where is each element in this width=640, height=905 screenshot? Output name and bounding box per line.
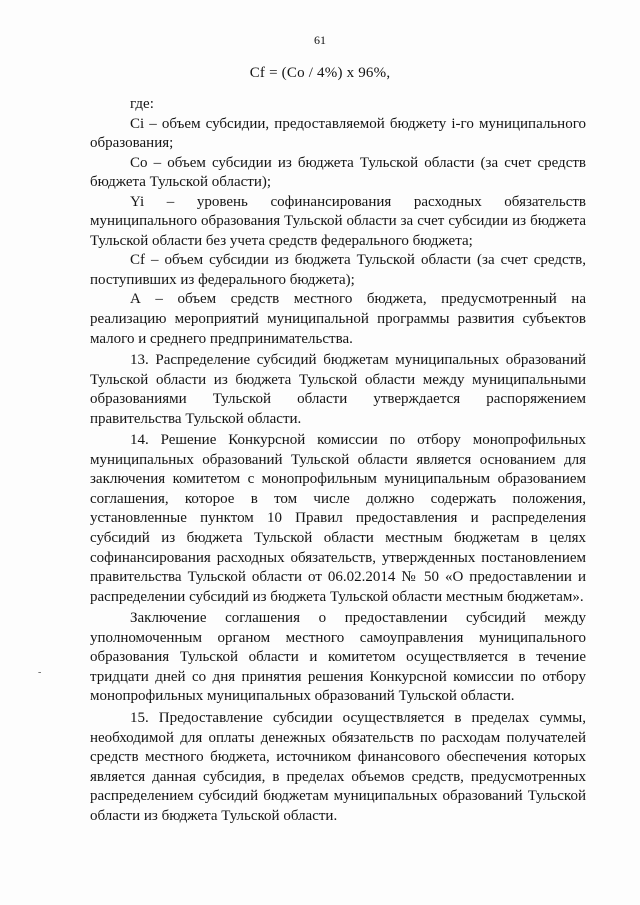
paragraph-14: 14. Решение Конкурсной комиссии по отбору монопрофильных муниципальных образований Тульской области является основанием для заключения комитетом с монопрофильным муниципальным образованием соглашения, которое в том числе должно содержать положения, установленные пунктом 10 Правил предоставления и распределения субсидий из бюджета Тульской области местным бюджетам в целях софинансирования расходных обязательств, утвержденных постановлением правительства Тульской области от 06.02.2014 № 50 «О предоставлении и распределении субсидий из бюджета Тульской области местным бюджетам». — [90, 432, 586, 605]
paragraph-agreement: Заключение соглашения о предоставлении субсидий между уполномоченным органом местного самоуправления муниципального образования Тульской области и комитетом осуществляется в течение тридцати дней со дня принятия решения Конкурсной комиссии по отбору монопрофильных муниципальных образований Тульской области. — [90, 610, 586, 705]
page-number: 61 — [314, 33, 326, 47]
definition-co: Co – объем субсидии из бюджета Тульской области (за счет средств бюджета Тульской области); — [90, 154, 586, 191]
definition-yi: Yi – уровень софинансирования расходных обязательств муниципального образования Тульской области за счет субсидии из бюджета Тульской области без учета средств федерального бюджета; — [90, 193, 586, 249]
body-text — [90, 95, 586, 826]
scan-mark: - — [38, 667, 42, 678]
paragraph-13: 13. Распределение субсидий бюджетам муниципальных образований Тульской области из бюджета Тульской области между муниципальными образованиями Тульской области утверждается распоряжением правительства Тульской области. — [90, 352, 586, 427]
formula: Cf = (Co / 4%) x 96%, — [249, 65, 391, 81]
definition-cf: Cf – объем субсидии из бюджета Тульской области (за счет средств, поступивших из федерального бюджета); — [90, 252, 586, 288]
definition-a: А – объем средств местного бюджета, предусмотренный на реализацию мероприятий муниципальной программы развития субъектов малого и среднего предпринимательства. — [90, 291, 586, 347]
paragraph-15: 15. Предоставление субсидии осуществляется в пределах суммы, необходимой для оплаты денежных обязательств по расходам получателей средств местного бюджета, источником финансового обеспечения которых является данная субсидия, в пределах объемов средств, предусмотренных распределением субсидий бюджетам муниципальных образований Тульской области из бюджета Тульской области. — [90, 709, 586, 824]
where-label: где: — [130, 96, 154, 112]
definition-ci: Ci – объем субсидии, предоставляемой бюджету i-го муниципального образования; — [90, 115, 586, 152]
